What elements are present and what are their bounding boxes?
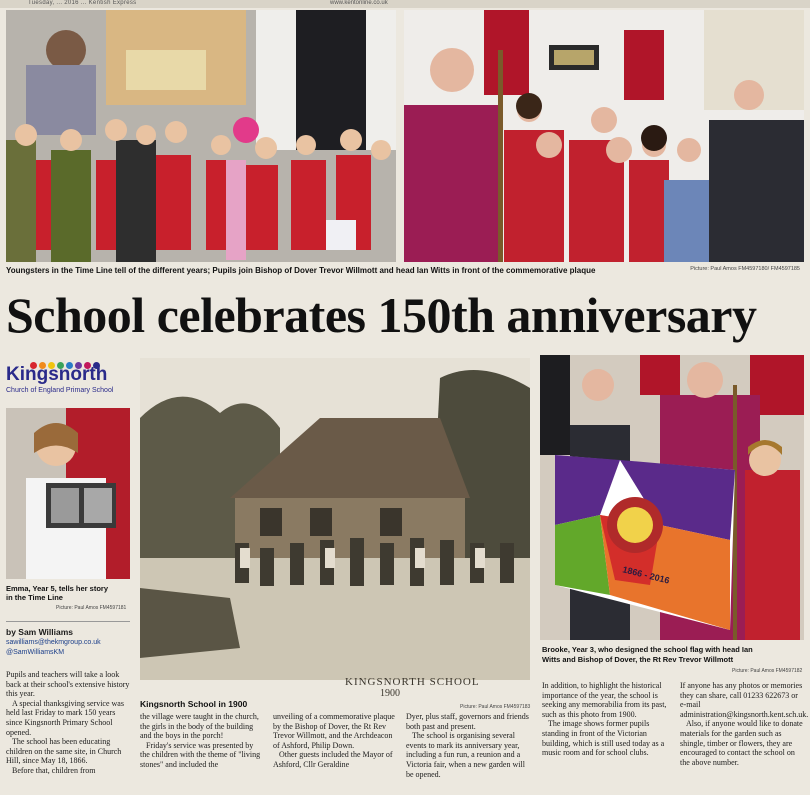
- top-photo-caption: [4, 264, 804, 278]
- school-logo-name: Kingsnorth: [6, 364, 108, 385]
- photo-school-flag: [540, 355, 804, 640]
- flag-caption-credit: Picture: Paul Amos FM4597182: [732, 668, 803, 674]
- flag-years: 1866 - 2016: [621, 564, 671, 586]
- article-paragraph: The school is organising several events to mark its anniversary year, including a fun run, a reunion and a Victoria fair, when a new garden will be opened.: [406, 731, 525, 779]
- article-paragraph: Friday's service was presented by the children with the theme of "living stones" and included the: [140, 740, 261, 769]
- article-paragraph: A special thanksgiving service was held last Friday to mark 150 years since Kingsnorth Primary School opened.: [6, 698, 124, 737]
- photo-plaque-group: [404, 10, 804, 262]
- article-paragraph: Also, if anyone would like to donate materials for the garden such as shingle, timber or flowers, they are encouraged to contact the school on the above number.: [680, 719, 803, 767]
- emma-caption-line2: in the Time Line: [6, 593, 63, 602]
- article-paragraph: Before that, children from: [12, 765, 96, 775]
- old-photo-credit: Picture: Paul Amos FM4597183: [460, 704, 531, 710]
- article-column-1: [6, 670, 130, 776]
- byline-author: by Sam Williams: [6, 627, 74, 637]
- byline-twitter[interactable]: @SamWilliamsKM: [6, 649, 65, 656]
- flag-caption-line2: Witts and Bishop of Dover, the Rt Rev Trevor Willmott: [542, 655, 734, 664]
- article-paragraph: Other guests included the Mayor of Ashford, Cllr Geraldine: [273, 750, 393, 769]
- article-column-4: [406, 712, 530, 779]
- emma-caption-credit: Picture: Paul Amos FM4597181: [56, 605, 127, 611]
- photo-old-school-1900: [140, 358, 530, 699]
- old-photo-year: 1900: [380, 688, 400, 699]
- old-photo-inscription: KINGSNORTH SCHOOL: [345, 676, 480, 688]
- article-paragraph: the village were taught in the church, the girls in the body of the building and the boys in the porch!: [140, 712, 259, 741]
- divider: [6, 621, 130, 622]
- headline: School celebrates 150th anniversary: [6, 287, 757, 343]
- photo-emma: [6, 408, 130, 579]
- article-paragraph: If anyone has any photos or memories they can share, call 01233 622673 or e-mail administration@kingsnorth.kent.sch.uk.: [680, 681, 809, 719]
- article-column-3: [273, 712, 397, 770]
- article-paragraph: Pupils and teachers will take a look back at their school's extensive history this year.: [6, 670, 130, 699]
- page-website: www.kentonline.co.uk: [330, 0, 388, 6]
- emma-caption-line1: Emma, Year 5, tells her story: [6, 584, 109, 593]
- top-caption-credit: Picture: Paul Amos FM4597180/ FM4597185: [690, 266, 800, 272]
- article-paragraph: In addition, to highlight the historical importance of the year, the school is seeking any memorabilia from its past, such as this photo from 1900.: [542, 681, 667, 719]
- flag-caption-line1: Brooke, Year 3, who designed the school flag with head Ian: [542, 645, 753, 654]
- top-caption-text: Youngsters in the Time Line tell of the different years; Pupils join Bishop of Dover Trevor Willmott and head Ian Witts in front of the commemorative plaque: [6, 266, 596, 275]
- school-logo-subtitle: Church of England Primary School: [6, 387, 114, 394]
- article-paragraph: The school has been educating children on the same site, in Church Hill, since May 18, 1866.: [6, 737, 122, 766]
- article-column-2: [140, 712, 264, 770]
- article-paragraph: Dyer, plus staff, governors and friends both past and present.: [406, 712, 529, 731]
- byline-email[interactable]: sawilliams@thekmgroup.co.uk: [6, 639, 101, 646]
- photo-time-line: [6, 10, 396, 262]
- article-column-5: [542, 681, 670, 758]
- article-column-6: [680, 681, 809, 767]
- article-paragraph: The image shows former pupils standing in front of the Victorian building, which is still used today as a music room and for school clubs.: [542, 719, 665, 758]
- page-folio: Tuesday, ... 2016 ... Kentish Express: [28, 0, 137, 6]
- article-paragraph: unveiling of a commemorative plaque by the Bishop of Dover, the Rt Rev Trevor Willmott, and the Archdeacon of Ashford, Philip Down.: [273, 712, 395, 750]
- old-photo-caption: Kingsnorth School in 1900: [140, 699, 248, 709]
